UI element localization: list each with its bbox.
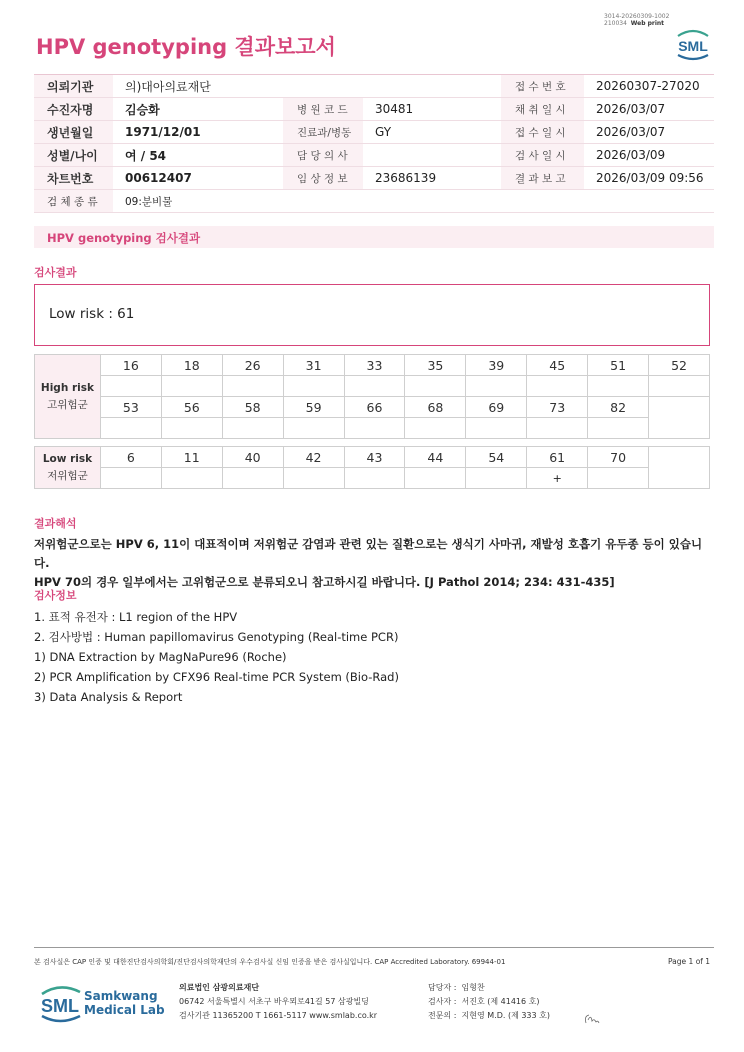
result-cell <box>161 376 222 397</box>
staff-name: 서진호 (제 41416 호) <box>461 997 540 1006</box>
print-id <box>604 13 669 27</box>
info-row <box>34 75 714 98</box>
result-cell <box>527 418 588 439</box>
result-cell <box>466 376 527 397</box>
genotype-cell: 58 <box>222 397 283 418</box>
genotype-cell: 52 <box>649 355 710 376</box>
high-risk-label <box>35 355 101 439</box>
info-value: 2026/03/09 <box>584 144 714 167</box>
result-cell <box>283 468 344 489</box>
info-label: 생년월일 <box>34 121 113 144</box>
interpretation-text <box>34 535 714 592</box>
sml-logo-icon <box>672 27 714 63</box>
info-label: 결 과 보 고 <box>501 167 584 190</box>
info-label: 채 취 일 시 <box>501 98 584 121</box>
list-item: 3) Data Analysis & Report <box>34 690 183 704</box>
result-cell <box>527 376 588 397</box>
result-cell: + <box>527 468 588 489</box>
list-item: 2) PCR Amplification by CFX96 Real-time PCR System (Bio-Rad) <box>34 670 399 684</box>
info-label: 수진자명 <box>34 98 113 121</box>
info-label: 검 사 일 시 <box>501 144 584 167</box>
genotype-cell: 68 <box>405 397 466 418</box>
result-cell <box>649 376 710 397</box>
staff-info <box>428 981 550 1023</box>
result-cell <box>222 376 283 397</box>
interpretation-line: 저위험군으로는 HPV 6, 11이 대표적이며 저위험군 감염과 관련 있는 질환으로는 생식기 사마귀, 재발성 호흡기 유두종 등이 있습니다. <box>34 537 703 570</box>
staff-name: 지현영 M.D. (제 333 호) <box>461 1011 551 1020</box>
info-value: 의)대아의료재단 <box>113 75 501 98</box>
list-item: 1) DNA Extraction by MagNaPure96 (Roche) <box>34 650 287 664</box>
genotype-cell: 44 <box>405 447 466 468</box>
info-label: 접 수 일 시 <box>501 121 584 144</box>
high-risk-table <box>34 354 710 439</box>
table-row <box>35 447 710 468</box>
result-cell <box>161 418 222 439</box>
brand-name <box>84 989 165 1017</box>
result-cell <box>405 376 466 397</box>
print-label: Web print <box>630 20 665 27</box>
genotype-cell: 61 <box>527 447 588 468</box>
info-value <box>363 144 501 167</box>
footer-divider <box>34 947 714 948</box>
staff-row <box>428 995 550 1009</box>
genotype-cell: 35 <box>405 355 466 376</box>
info-value: 20260307-27020 <box>584 75 714 98</box>
section-title: HPV genotyping 검사결과 <box>47 231 201 245</box>
genotype-cell: 26 <box>222 355 283 376</box>
genotype-cell: 16 <box>100 355 161 376</box>
result-cell <box>283 376 344 397</box>
table-row <box>35 397 710 418</box>
list-item: 1. 표적 유전자 : L1 region of the HPV <box>34 610 238 624</box>
genotype-cell: 6 <box>100 447 161 468</box>
list-item: 2. 검사방법 : Human papillomavirus Genotyping (Real-time PCR) <box>34 630 399 644</box>
sml-footer-logo-icon <box>36 982 88 1026</box>
result-cell <box>588 418 649 439</box>
brand-line1: Samkwang <box>84 989 158 1003</box>
patient-info-table <box>34 74 714 213</box>
info-label: 의뢰기관 <box>34 75 113 98</box>
genotype-cell: 39 <box>466 355 527 376</box>
genotype-cell: 66 <box>344 397 405 418</box>
staff-role: 검사자 : <box>428 997 457 1006</box>
genotype-cell: 53 <box>100 397 161 418</box>
test-info-list <box>34 607 399 707</box>
info-value: 23686139 <box>363 167 501 190</box>
genotype-cell: 82 <box>588 397 649 418</box>
genotype-cell: 69 <box>466 397 527 418</box>
result-box <box>34 284 710 346</box>
info-value: 1971/12/01 <box>113 121 283 144</box>
info-row <box>34 121 714 144</box>
specimen-value: 09:분비물 <box>113 190 714 213</box>
genotype-cell: 70 <box>588 447 649 468</box>
staff-role: 전문의 : <box>428 1011 457 1020</box>
info-label: 진료과/병동 <box>283 121 363 144</box>
test-info-heading: 검사정보 <box>34 589 77 602</box>
result-cell <box>100 376 161 397</box>
svg-text:SML: SML <box>678 38 708 54</box>
interpretation-heading: 결과해석 <box>34 517 77 530</box>
info-row <box>34 190 714 213</box>
low-risk-label-kr: 저위험군 <box>47 469 88 482</box>
info-label: 담 당 의 사 <box>283 144 363 167</box>
info-value: 2026/03/07 <box>584 121 714 144</box>
org-info <box>179 981 377 1023</box>
table-row <box>35 468 710 489</box>
staff-role: 담당자 : <box>428 983 457 992</box>
info-row <box>34 98 714 121</box>
genotype-cell: 51 <box>588 355 649 376</box>
high-risk-label-kr: 고위험군 <box>47 398 88 411</box>
result-cell <box>222 468 283 489</box>
info-value: 00612407 <box>113 167 283 190</box>
specimen-label: 검 체 종 류 <box>34 190 113 213</box>
print-id-line1: 3014-20260309-1002 <box>604 13 670 20</box>
result-text: Low risk : 61 <box>49 306 135 322</box>
page-number: Page 1 of 1 <box>668 957 711 966</box>
result-cell <box>588 468 649 489</box>
result-heading: 검사결과 <box>34 266 77 279</box>
low-risk-table <box>34 446 710 489</box>
table-row <box>35 355 710 376</box>
interpretation-line: HPV 70의 경우 일부에서는 고위험군으로 분류되오니 참고하시길 바랍니다. [J Pathol 2014; 234: 431-435] <box>34 575 615 589</box>
genotype-cell: 54 <box>466 447 527 468</box>
org-address: 06742 서울특별시 서초구 바우뫼로41길 57 삼광빌딩 <box>179 997 369 1006</box>
result-cell <box>100 418 161 439</box>
table-row <box>35 418 710 439</box>
result-cell <box>344 376 405 397</box>
org-contact: 검사기관 11365200 T 1661-5117 www.smlab.co.kr <box>179 1011 378 1020</box>
result-cell <box>283 418 344 439</box>
footer-note: 본 검사실은 CAP 인증 및 대한진단검사의학회/진단검사의학재단의 우수검사실 신임 인증을 받은 검사실입니다. CAP Accredited Laboratory. 69944-01 <box>34 958 506 966</box>
result-cell <box>466 418 527 439</box>
org-name: 의료법인 삼광의료재단 <box>179 983 260 992</box>
table-row <box>35 376 710 397</box>
info-label: 차트번호 <box>34 167 113 190</box>
genotype-cell: 43 <box>344 447 405 468</box>
signature-icon <box>583 1012 601 1026</box>
result-cell <box>588 376 649 397</box>
info-value: 김승화 <box>113 98 283 121</box>
staff-name: 임형찬 <box>461 983 485 992</box>
genotype-cell: 40 <box>222 447 283 468</box>
genotype-cell: 18 <box>161 355 222 376</box>
info-label: 병 원 코 드 <box>283 98 363 121</box>
genotype-cell: 11 <box>161 447 222 468</box>
info-row <box>34 144 714 167</box>
genotype-cell: 73 <box>527 397 588 418</box>
genotype-cell: 56 <box>161 397 222 418</box>
empty-cell <box>649 397 710 439</box>
info-label: 접 수 번 호 <box>501 75 584 98</box>
info-value: 30481 <box>363 98 501 121</box>
low-risk-label-en: Low risk <box>42 452 93 465</box>
info-value: GY <box>363 121 501 144</box>
info-value: 여 / 54 <box>113 144 283 167</box>
result-cell <box>466 468 527 489</box>
empty-cell <box>649 447 710 489</box>
result-cell <box>222 418 283 439</box>
staff-row <box>428 1009 550 1023</box>
info-label: 성별/나이 <box>34 144 113 167</box>
genotype-cell: 59 <box>283 397 344 418</box>
result-cell <box>100 468 161 489</box>
info-value: 2026/03/07 <box>584 98 714 121</box>
svg-text:SML: SML <box>41 996 79 1016</box>
genotype-cell: 33 <box>344 355 405 376</box>
genotype-cell: 45 <box>527 355 588 376</box>
info-row <box>34 167 714 190</box>
section-title-bar <box>34 226 714 248</box>
result-cell <box>344 418 405 439</box>
genotype-cell: 31 <box>283 355 344 376</box>
result-cell <box>405 468 466 489</box>
staff-row <box>428 981 550 995</box>
result-cell <box>344 468 405 489</box>
low-risk-label <box>35 447 101 489</box>
genotype-cell: 42 <box>283 447 344 468</box>
info-label: 임 상 정 보 <box>283 167 363 190</box>
info-value: 2026/03/09 09:56 <box>584 167 714 190</box>
result-cell <box>405 418 466 439</box>
print-id-line2: 210034 <box>604 20 627 27</box>
brand-line2: Medical Lab <box>84 1003 165 1017</box>
result-cell <box>161 468 222 489</box>
high-risk-label-en: High risk <box>40 381 94 394</box>
report-title: HPV genotyping 결과보고서 <box>36 35 336 59</box>
